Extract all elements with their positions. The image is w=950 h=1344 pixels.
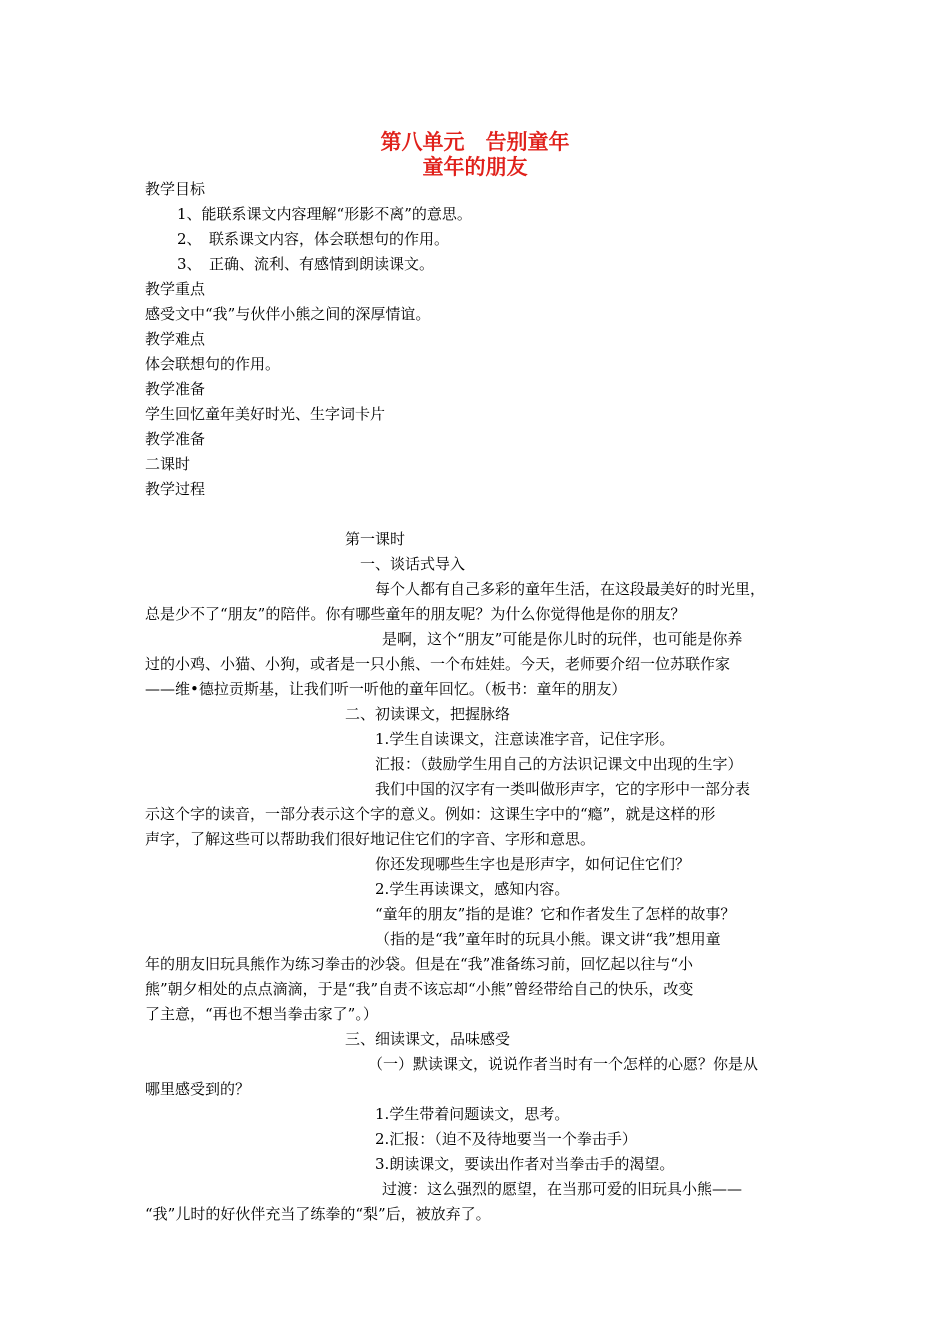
paragraph-line: 年的朋友旧玩具熊作为练习拳击的沙袋。但是在“我”准备练习前，回忆起以往与“小 bbox=[145, 955, 694, 973]
hours-text: 二课时 bbox=[145, 455, 191, 473]
prep-heading: 教学准备 bbox=[145, 380, 206, 398]
paragraph-line: 过的小鸡、小猫、小狗，或者是一只小熊、一个布娃娃。今天，老师要介绍一位苏联作家 bbox=[145, 655, 731, 673]
lesson-title: 童年的朋友 bbox=[422, 155, 528, 179]
paragraph-line: 熊”朝夕相处的点点滴滴，于是“我”自责不该忘却“小熊”曾经带给自己的快乐，改变 bbox=[145, 980, 694, 998]
paragraph-line: 你还发现哪些生字也是形声字，如何记住它们？ bbox=[375, 855, 691, 873]
list-item: 2.学生再读课文，感知内容。 bbox=[375, 880, 570, 898]
paragraph-line: 了主意，“再也不想当拳击家了”。） bbox=[145, 1005, 378, 1023]
goals-heading: 教学目标 bbox=[145, 180, 206, 198]
paragraph-line: 是啊，这个“朋友”可能是你儿时的玩伴，也可能是你养 bbox=[382, 630, 743, 648]
section-heading: 二、初读课文，把握脉络 bbox=[345, 705, 511, 723]
goal-item: 1、能联系课文内容理解“形影不离”的意思。 bbox=[177, 205, 472, 223]
paragraph-line: “童年的朋友”指的是谁？它和作者发生了怎样的故事？ bbox=[375, 905, 736, 923]
difficulty-text: 体会联想句的作用。 bbox=[145, 355, 281, 373]
paragraph-line: 每个人都有自己多彩的童年生活，在这段最美好的时光里， bbox=[375, 580, 766, 598]
prep-text: 学生回忆童年美好时光、生字词卡片 bbox=[145, 405, 386, 423]
paragraph-line: 过渡：这么强烈的愿望，在当那可爱的旧玩具小熊—— bbox=[382, 1180, 743, 1198]
list-item: 2.汇报：（迫不及待地要当一个拳击手） bbox=[375, 1130, 637, 1148]
paragraph-line: 我们中国的汉字有一类叫做形声字，它的字形中一部分表 bbox=[375, 780, 751, 798]
paragraph-line: 总是少不了“朋友”的陪伴。你有哪些童年的朋友呢？为什么你觉得他是你的朋友？ bbox=[145, 605, 686, 623]
list-item: 1.学生带着问题读文，思考。 bbox=[375, 1105, 570, 1123]
process-heading: 教学过程 bbox=[145, 480, 206, 498]
unit-title: 第八单元 告别童年 bbox=[380, 130, 570, 154]
list-item: 3.朗读课文，要读出作者对当拳击手的渴望。 bbox=[375, 1155, 675, 1173]
difficulty-heading: 教学难点 bbox=[145, 330, 206, 348]
period-heading: 第一课时 bbox=[345, 530, 406, 548]
paragraph-line: “我”儿时的好伙伴充当了练拳的“梨”后，被放弃了。 bbox=[145, 1205, 491, 1223]
prep-heading: 教学准备 bbox=[145, 430, 206, 448]
paragraph-line: （指的是“我”童年时的玩具小熊。课文讲“我”想用童 bbox=[375, 930, 721, 948]
paragraph-line: 汇报：（鼓励学生用自己的方法识记课文中出现的生字） bbox=[375, 755, 743, 773]
focus-heading: 教学重点 bbox=[145, 280, 206, 298]
paragraph-line: 声字，了解这些可以帮助我们很好地记住它们的字音、字形和意思。 bbox=[145, 830, 596, 848]
list-item: 1.学生自读课文，注意读准字音，记住字形。 bbox=[375, 730, 675, 748]
paragraph-line: 哪里感受到的？ bbox=[145, 1080, 251, 1098]
paragraph-line: （一）默读课文，说说作者当时有一个怎样的心愿？你是从 bbox=[368, 1055, 759, 1073]
paragraph-line: ——维•德拉贡斯基，让我们听一听他的童年回忆。（板书：童年的朋友） bbox=[145, 680, 627, 698]
focus-text: 感受文中“我”与伙伴小熊之间的深厚情谊。 bbox=[145, 305, 431, 323]
paragraph-line: 示这个字的读音，一部分表示这个字的意义。例如：这课生字中的“瘾”，就是这样的形 bbox=[145, 805, 716, 823]
section-heading: 三、细读课文，品味感受 bbox=[345, 1030, 511, 1048]
goal-item: 3、 正确、流利、有感情到朗读课文。 bbox=[177, 255, 435, 273]
goal-item: 2、 联系课文内容，体会联想句的作用。 bbox=[177, 230, 450, 248]
section-heading: 一、谈话式导入 bbox=[360, 555, 466, 573]
